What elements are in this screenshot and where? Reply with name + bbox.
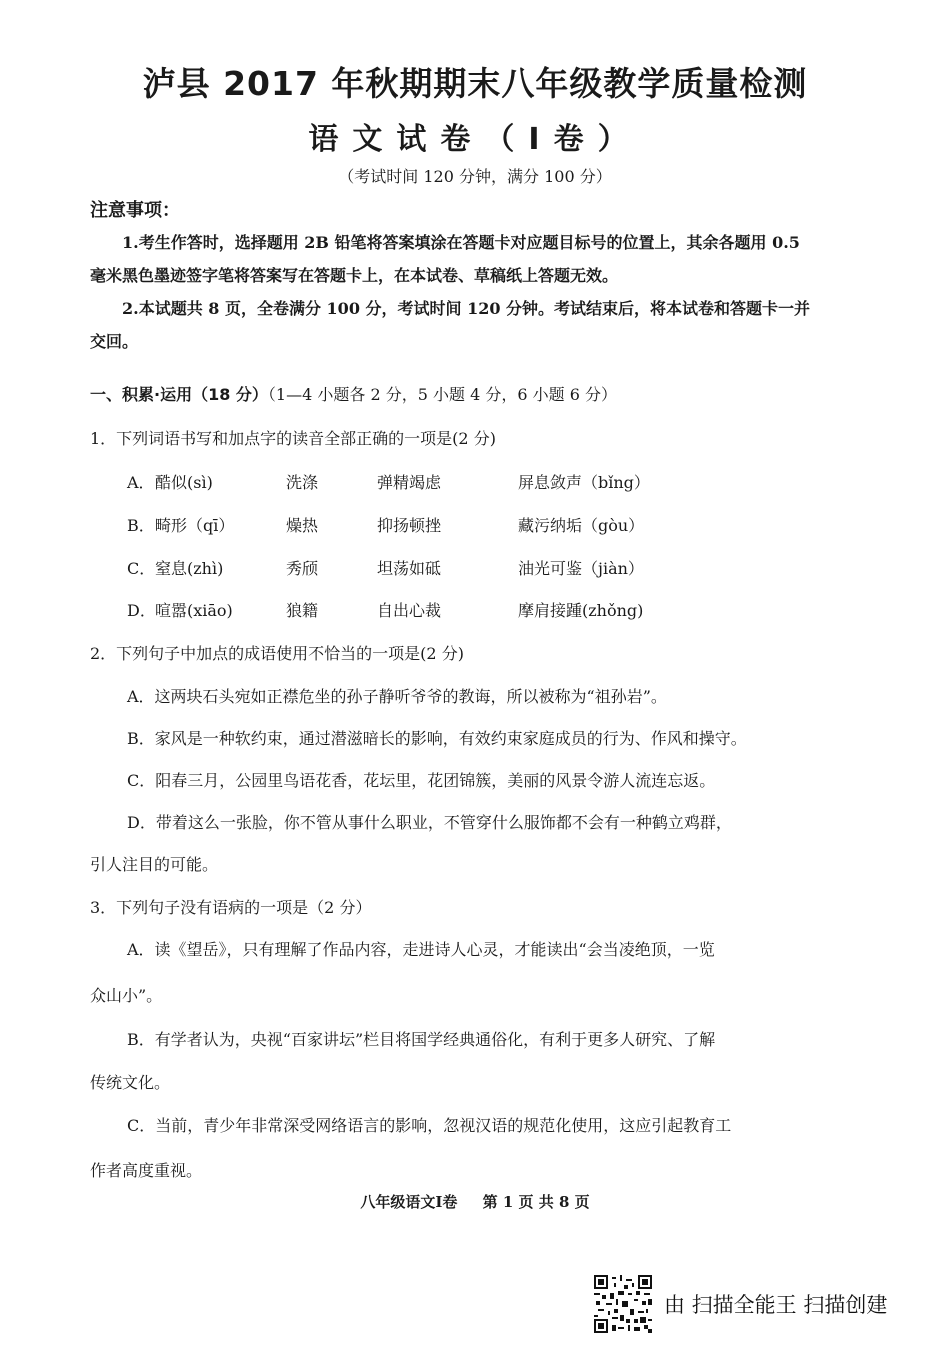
option-word: 洗涤 — [286, 473, 319, 492]
q2-stem: 2．下列句子中加点的成语使用不恰当的一项是(2 分) — [90, 644, 464, 663]
q3-stem: 3．下列句子没有语病的一项是（2 分） — [90, 898, 372, 917]
option-word: 油光可鉴（jiàn） — [518, 559, 644, 578]
option-word: 藏污纳垢（gòu） — [518, 516, 645, 535]
scanner-watermark: 由 扫描全能王 扫描创建 — [664, 1293, 888, 1317]
q3-option-b-line-1: B．有学者认为，央视“百家讲坛”栏目将国学经典通俗化，有利于更多人研究、了解 — [127, 1030, 716, 1049]
q2-option-c: C．阳春三月，公园里鸟语花香，花坛里，花团锦簇，美丽的风景令游人流连忘返。 — [127, 771, 716, 790]
option-word: 畸形（qī） — [155, 516, 235, 535]
q2-option-d-line-1: D．带着这么一张脸，你不管从事什么职业，不管穿什么服饰都不会有一种鹤立鸡群， — [127, 813, 732, 832]
option-label: C． — [127, 559, 156, 578]
section-1-title: 一、积累·运用（18 分） — [90, 385, 268, 404]
option-label: D． — [127, 601, 156, 620]
q3-option-c-line-1: C．当前，青少年非常深受网络语言的影响，忽视汉语的规范化使用，这应引起教育工 — [127, 1116, 732, 1135]
option-label: B． — [127, 516, 155, 535]
option-word: 坦荡如砥 — [377, 559, 442, 578]
q1-stem: 1．下列词语书写和加点字的读音全部正确的一项是(2 分) — [90, 429, 496, 448]
page-footer — [0, 1191, 950, 1212]
option-word: 秀颀 — [286, 559, 319, 578]
option-word: 屏息敛声（bǐng） — [518, 473, 650, 492]
notice-heading: 注意事项： — [90, 200, 180, 221]
q2-option-a: A．这两块石头宛如正襟危坐的孙子静听爷爷的教诲，所以被称为“祖孙岩”。 — [127, 687, 667, 706]
footer-page-number: 第 1 页 共 8 页 — [482, 1193, 590, 1211]
option-word: 自出心裁 — [377, 601, 442, 620]
option-word: 酷似(sì) — [155, 473, 213, 492]
option-word: 狼籍 — [286, 601, 319, 620]
q3-option-c-line-2: 作者高度重视。 — [90, 1161, 203, 1180]
exam-time-note: （考试时间 120 分钟，满分 100 分） — [338, 167, 612, 186]
option-word: 喧嚣(xiāo) — [155, 601, 233, 620]
q3-option-a-line-1: A．读《望岳》，只有理解了作品内容，走进诗人心灵，才能读出“会当凌绝顶，一览 — [127, 940, 715, 959]
notice-item-1: 1.考生作答时，选择题用 2B 铅笔将答案填涂在答题卡对应题目标号的位置上，其余各题用 0.5 毫米黑色墨迹签字笔将答案写在答题卡上，在本试卷、草稿纸上答题无效。 — [90, 233, 800, 285]
q2-option-d-line-2: 引人注目的可能。 — [90, 855, 219, 874]
q3-option-b-line-2: 传统文化。 — [90, 1073, 171, 1092]
footer-paper-name: 八年级语文Ⅰ卷 — [360, 1193, 458, 1211]
qr-code-icon — [594, 1275, 652, 1333]
option-word: 燥热 — [286, 516, 319, 535]
section-1-score-note: （1—4 小题各 2 分，5 小题 4 分，6 小题 6 分） — [267, 385, 617, 404]
exam-title: 泸县 2017 年秋期期末八年级教学质量检测 — [142, 64, 808, 103]
q2-option-b: B．家风是一种软约束，通过潜滋暗长的影响，有效约束家庭成员的行为、作风和操守。 — [127, 729, 747, 748]
option-word: 窒息(zhì) — [155, 559, 224, 578]
option-word: 抑扬顿挫 — [377, 516, 442, 535]
option-word: 弹精竭虑 — [377, 473, 442, 492]
option-label: A． — [127, 473, 155, 492]
section-1-heading — [90, 382, 617, 405]
notice-item-2: 2.本试题共 8 页，全卷满分 100 分，考试时间 120 分钟。考试结束后，将本试卷和答题卡一并交回。 — [90, 299, 811, 351]
q3-option-a-line-2: 众山小”。 — [90, 986, 163, 1005]
option-word: 摩肩接踵(zhǒng) — [518, 601, 644, 620]
exam-subtitle: 语文试卷（Ⅰ卷） — [308, 122, 642, 157]
